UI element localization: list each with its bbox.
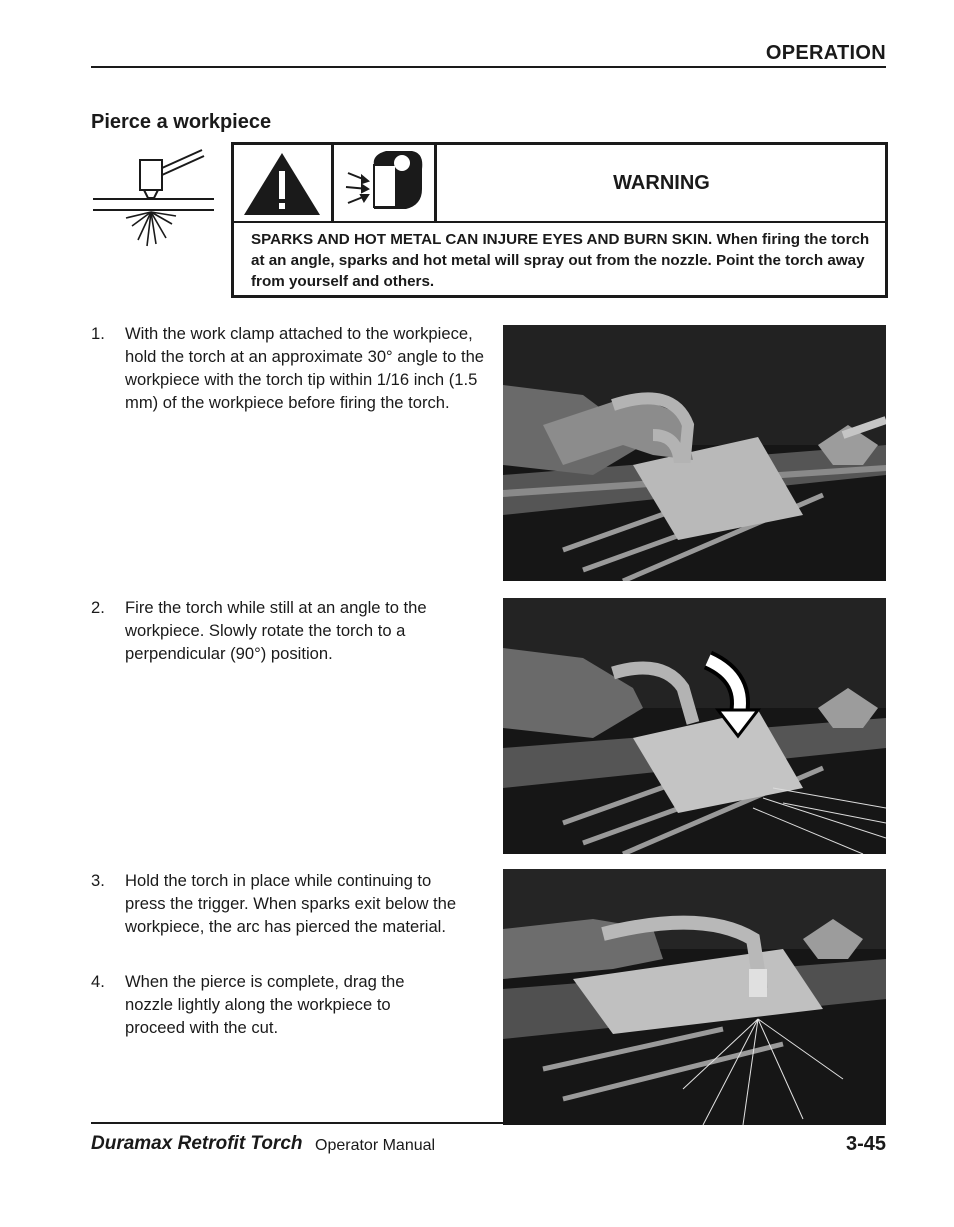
step-text: With the work clamp attached to the workpiece, hold the torch at an approximate 30° angle to the workpiece with the torch tip within 1/16 inch (1.5 mm) of the workpiece before firing the torch. xyxy=(125,324,485,412)
warning-triangle-cell xyxy=(234,145,334,221)
step-number: 1. xyxy=(91,324,105,343)
step-text: Hold the torch in place while continuing to press the trigger. When sparks exit below the workpiece, the arc has pierced the material. xyxy=(125,871,457,936)
photo-torch-perpendicular xyxy=(503,869,886,1125)
photo-torch-rotating xyxy=(503,598,886,854)
step-text: When the pierce is complete, drag the nozzle lightly along the workpiece to proceed with the cut. xyxy=(125,972,405,1037)
step-4 xyxy=(91,970,451,1039)
footer-document-type: Operator Manual xyxy=(315,1137,436,1154)
page-number: 3-45 xyxy=(845,1133,886,1155)
header-divider xyxy=(91,66,886,68)
warning-label: WARNING xyxy=(613,172,710,194)
warning-text: SPARKS AND HOT METAL CAN INJURE EYES AND BURN SKIN. When firing the torch at an angle, sparks and hot metal will spray out from the nozzle. Point the torch away from yourself and others. xyxy=(251,231,870,290)
step-number: 4. xyxy=(91,972,105,991)
face-shield-cell xyxy=(334,145,437,221)
step-number: 3. xyxy=(91,871,105,890)
step-text: Fire the torch while still at an angle to the workpiece. Slowly rotate the torch to a perpendicular (90°) position. xyxy=(125,598,427,663)
step-number: 2. xyxy=(91,598,105,617)
warning-box xyxy=(231,142,888,298)
footer-divider xyxy=(91,1122,503,1124)
warning-triangle-icon xyxy=(234,145,331,221)
torch-pierce-illustration xyxy=(92,148,216,248)
face-shield-icon xyxy=(334,145,434,221)
photo-torch-at-angle xyxy=(503,325,886,581)
step-1 xyxy=(91,322,486,414)
page-heading: Pierce a workpiece xyxy=(91,111,272,133)
step-3 xyxy=(91,869,471,938)
section-title: OPERATION xyxy=(765,42,886,64)
footer-product-name: Duramax Retrofit Torch xyxy=(91,1133,303,1154)
step-2 xyxy=(91,596,471,665)
